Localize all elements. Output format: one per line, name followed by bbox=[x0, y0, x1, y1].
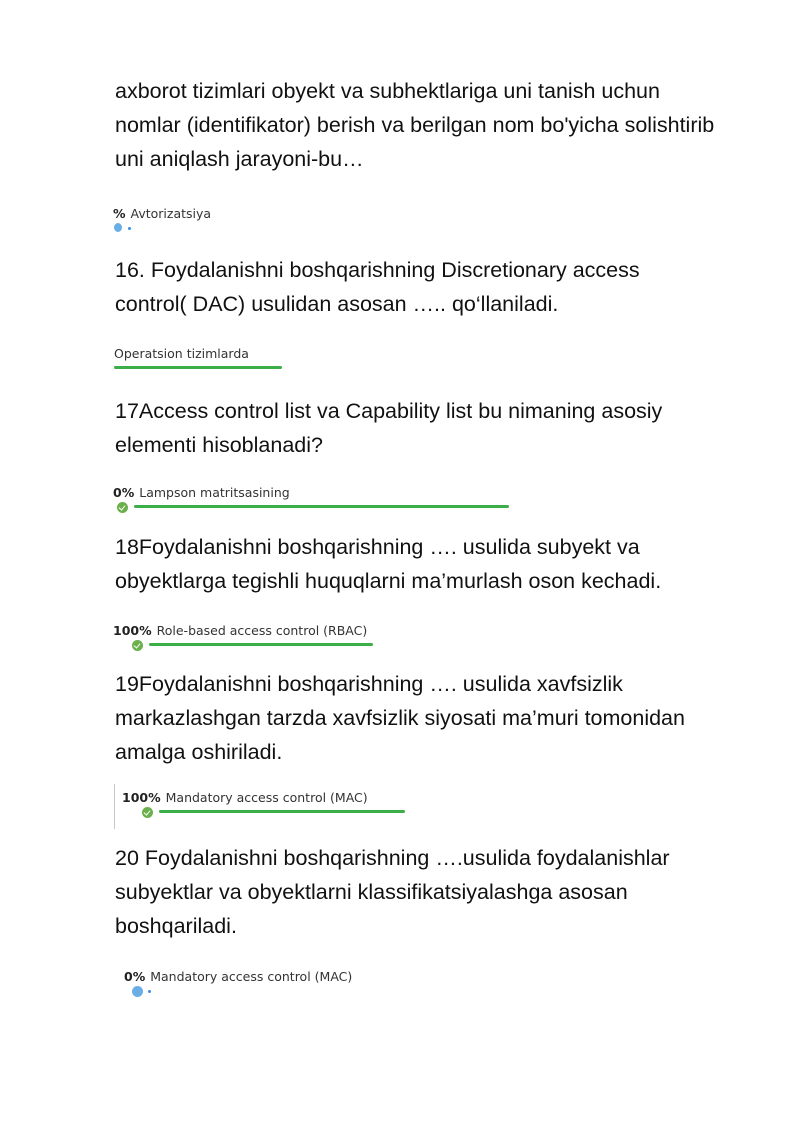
question-text: 16. Foydalanishni boshqarishning Discretionary access control( DAC) usulidan asosan ….. qo‘llaniladi. bbox=[115, 258, 640, 316]
check-circle-icon bbox=[142, 807, 153, 818]
answer-label-row bbox=[113, 623, 367, 638]
answer-percent: 100% bbox=[122, 790, 161, 805]
answer-label: Avtorizatsiya bbox=[130, 206, 212, 221]
radio-dot-icon bbox=[114, 223, 122, 232]
answer-percent: 0% bbox=[124, 969, 146, 984]
answer-label: Mandatory access control (MAC) bbox=[150, 969, 353, 984]
answer-label-row bbox=[114, 346, 249, 361]
answer-option bbox=[113, 485, 513, 525]
answer-option bbox=[113, 623, 383, 663]
answer-percent: 100% bbox=[113, 623, 152, 638]
radio-dot-icon bbox=[132, 986, 143, 997]
progress-bar bbox=[114, 366, 282, 369]
check-circle-icon bbox=[132, 640, 143, 651]
answer-percent: 0% bbox=[113, 485, 135, 500]
answer-option bbox=[124, 969, 384, 1009]
answer-option bbox=[113, 206, 313, 246]
question-text: 17Access control list va Capability list bu nimaning asosiy elementi hisoblanadi? bbox=[115, 399, 663, 457]
answer-label: Mandatory access control (MAC) bbox=[165, 790, 368, 805]
question-text: 18Foydalanishni boshqarishning …. usulida subyekt va obyektlarga tegishli huquqlarni ma’murlash oson kechadi. bbox=[115, 535, 662, 593]
answer-label-row bbox=[113, 206, 211, 221]
progress-bar bbox=[149, 643, 373, 646]
answer-option bbox=[114, 346, 284, 386]
answer-percent: % bbox=[113, 206, 126, 221]
answer-label: Lampson matritsasining bbox=[139, 485, 290, 500]
check-circle-icon bbox=[117, 502, 128, 513]
progress-bar bbox=[159, 810, 405, 813]
progress-dot bbox=[148, 990, 151, 993]
answer-label-row bbox=[122, 790, 368, 805]
answer-label: Operatsion tizimlarda bbox=[114, 346, 249, 361]
progress-bar bbox=[134, 505, 509, 508]
divider bbox=[114, 784, 115, 829]
answer-label-row bbox=[113, 485, 290, 500]
question-text: axborot tizimlari obyekt va subhektlariga uni tanish uchun nomlar (identifikator) berish va berilgan nom bo'yicha solishtirib uni aniqlash jarayoni-bu… bbox=[115, 79, 715, 171]
question-text: 20 Foydalanishni boshqarishning ….usulida foydalanishlar subyektlar va obyektlarni klassifikatsiyalashga asosan boshqariladi. bbox=[115, 846, 670, 938]
answer-option bbox=[122, 790, 422, 830]
question-text: 19Foydalanishni boshqarishning …. usulida xavfsizlik markazlashgan tarzda xavfsizlik siyosati ma’muri tomonidan amalga oshiriladi. bbox=[115, 672, 685, 764]
answer-label: Role-based access control (RBAC) bbox=[156, 623, 368, 638]
answer-label-row bbox=[124, 969, 352, 984]
progress-dot bbox=[128, 227, 131, 230]
